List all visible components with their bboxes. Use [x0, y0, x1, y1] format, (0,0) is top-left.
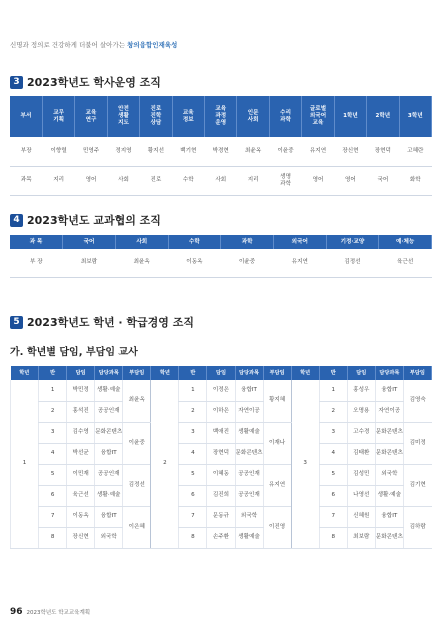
- subject-council-table: [10, 235, 432, 278]
- table-row: [10, 137, 432, 166]
- section5-title: [10, 314, 194, 330]
- column-header: 담임: [207, 366, 235, 380]
- column-header: 부담임: [123, 366, 151, 380]
- table-row: [11, 422, 432, 443]
- page-number: 96: [10, 607, 23, 617]
- class-number: 3: [319, 422, 347, 443]
- section5-number-badge: 5: [10, 316, 23, 329]
- assistant-teacher: 황지혜: [263, 380, 291, 422]
- column-header: 부서: [10, 96, 42, 137]
- column-header: 사회: [115, 235, 168, 249]
- table-cell: 영어: [334, 166, 366, 195]
- column-header: 안전 생활 지도: [107, 96, 139, 137]
- table-cell: 지리: [42, 166, 74, 195]
- homeroom-teacher: 손주환: [207, 527, 235, 548]
- assistant-teacher: 이진영: [263, 506, 291, 548]
- subject-track: 공공인재: [95, 464, 123, 485]
- homeroom-teacher: 박민정: [67, 380, 95, 401]
- grade-cell: 1: [11, 380, 39, 548]
- column-header: 수학: [168, 235, 221, 249]
- table-cell: 정지영: [107, 137, 139, 166]
- table-cell: 황지선: [140, 137, 172, 166]
- column-header: 교무 기획: [42, 96, 74, 137]
- column-header: 외국어: [273, 235, 326, 249]
- grade-cell: 2: [151, 380, 179, 548]
- homeroom-teacher: 김성민: [347, 464, 375, 485]
- table-cell: 장신현: [334, 137, 366, 166]
- header-brand: 창의융합인재육성: [127, 41, 178, 49]
- homeroom-teacher: 홍성우: [347, 380, 375, 401]
- class-number: 1: [179, 380, 207, 401]
- section4-heading: 2023학년도 교과협의 조직: [27, 214, 161, 227]
- class-number: 3: [179, 422, 207, 443]
- homeroom-teacher: 오명용: [347, 401, 375, 422]
- column-header: 인문 사회: [237, 96, 269, 137]
- column-header: 과 목: [10, 235, 63, 249]
- section5-heading: 2023학년도 학년 · 학급경영 조직: [27, 316, 194, 329]
- table-cell: 수학: [172, 166, 204, 195]
- column-header: 담임: [347, 366, 375, 380]
- class-number: 1: [39, 380, 67, 401]
- homeroom-teacher: 이정은: [207, 380, 235, 401]
- column-header: 학년: [291, 366, 319, 380]
- table-row: [11, 464, 432, 485]
- class-number: 1: [319, 380, 347, 401]
- class-number: 5: [39, 464, 67, 485]
- section4-number-badge: 4: [10, 214, 23, 227]
- table-cell: 진로: [140, 166, 172, 195]
- class-number: 8: [319, 527, 347, 548]
- assistant-teacher: 김기현: [403, 464, 431, 506]
- subject-track: 자연이공: [375, 401, 403, 422]
- column-header: 2학년: [367, 96, 399, 137]
- table-cell: 영어: [302, 166, 334, 195]
- class-number: 5: [179, 464, 207, 485]
- subject-track: 공공인재: [235, 464, 263, 485]
- assistant-teacher: 김미정: [403, 422, 431, 464]
- subject-track: 생활·예술: [95, 485, 123, 506]
- table-cell: 유지연: [273, 249, 326, 277]
- subject-track: 생활·예술: [95, 380, 123, 401]
- homeroom-teacher: 박선균: [67, 443, 95, 464]
- subject-track: 문화콘텐츠: [375, 422, 403, 443]
- class-number: 6: [179, 485, 207, 506]
- table-cell: 생명 과학: [269, 166, 301, 195]
- homeroom-teacher: 김수영: [67, 422, 95, 443]
- subject-track: 생활·예술: [375, 485, 403, 506]
- homeroom-teacher-table: [10, 366, 432, 549]
- class-number: 2: [319, 401, 347, 422]
- homeroom-teacher: 장신현: [67, 527, 95, 548]
- table-cell: 장현덕: [367, 137, 399, 166]
- class-number: 6: [319, 485, 347, 506]
- subject-track: 융합IT: [95, 506, 123, 527]
- column-header: 담당과목: [235, 366, 263, 380]
- class-number: 3: [39, 422, 67, 443]
- table-row: [11, 506, 432, 527]
- assistant-teacher: 김정선: [123, 464, 151, 506]
- class-number: 6: [39, 485, 67, 506]
- column-header: 예·체능: [379, 235, 432, 249]
- row-label: 부 장: [10, 249, 63, 277]
- table-cell: 최윤옥: [237, 137, 269, 166]
- assistant-teacher: 김영숙: [403, 380, 431, 422]
- grade-cell: 3: [291, 380, 319, 548]
- homeroom-teacher: 나영선: [347, 485, 375, 506]
- table-row: [11, 380, 432, 401]
- table-row: [10, 166, 432, 195]
- page-header: [10, 40, 177, 49]
- homeroom-teacher: 최보람: [347, 527, 375, 548]
- table-row: [11, 527, 432, 548]
- header-tagline: 신명과 정의로 건강하게 더불어 살아가는: [10, 41, 126, 49]
- homeroom-teacher: 이민재: [67, 464, 95, 485]
- column-header: 반: [179, 366, 207, 380]
- homeroom-teacher: 문동규: [207, 506, 235, 527]
- subject-track: 외국학: [375, 464, 403, 485]
- table-cell: 육근선: [379, 249, 432, 277]
- assistant-teacher: 이은혜: [123, 506, 151, 548]
- column-header: 담당과목: [95, 366, 123, 380]
- row-label: 과목: [10, 166, 42, 195]
- assistant-teacher: 이윤중: [123, 422, 151, 464]
- table-cell: 사회: [205, 166, 237, 195]
- subject-track: 공공인재: [95, 401, 123, 422]
- homeroom-teacher: 장현덕: [207, 443, 235, 464]
- class-number: 2: [179, 401, 207, 422]
- subject-track: 문화콘텐츠: [375, 443, 403, 464]
- table-cell: 박경현: [205, 137, 237, 166]
- column-header: 교육 과정 운영: [205, 96, 237, 137]
- column-header: 과학: [221, 235, 274, 249]
- class-number: 4: [179, 443, 207, 464]
- subject-track: 생활예술: [235, 527, 263, 548]
- column-header: 담당과목: [375, 366, 403, 380]
- table-row: [11, 401, 432, 422]
- subject-track: 융합IT: [375, 506, 403, 527]
- table-cell: 영어: [75, 166, 107, 195]
- section3-number-badge: 3: [10, 76, 23, 89]
- table-cell: 최보람: [63, 249, 116, 277]
- class-number: 8: [39, 527, 67, 548]
- subject-track: 자연이공: [235, 401, 263, 422]
- column-header: 기정·교양: [326, 235, 379, 249]
- column-header: 교육 연구: [75, 96, 107, 137]
- table-row: [10, 249, 432, 277]
- column-header: 수리 과학: [269, 96, 301, 137]
- section4-title: [10, 212, 161, 228]
- table-cell: 백기현: [172, 137, 204, 166]
- homeroom-teacher: 김태환: [347, 443, 375, 464]
- subject-track: 문화콘텐츠: [95, 422, 123, 443]
- table-cell: 사회: [107, 166, 139, 195]
- column-header: 학년: [151, 366, 179, 380]
- table-cell: 이윤중: [269, 137, 301, 166]
- footer-text: 2023학년도 학교교육계획: [26, 610, 91, 616]
- table-row: [11, 443, 432, 464]
- table-cell: 이윤중: [221, 249, 274, 277]
- section3-heading: 2023학년도 학사운영 조직: [27, 76, 161, 89]
- table-cell: 고혜란: [399, 137, 431, 166]
- homeroom-teacher: 이동옥: [67, 506, 95, 527]
- column-header: 학년: [11, 366, 39, 380]
- column-header: 부담임: [263, 366, 291, 380]
- homeroom-teacher: 고수경: [347, 422, 375, 443]
- assistant-teacher: 김하람: [403, 506, 431, 548]
- class-number: 7: [319, 506, 347, 527]
- class-number: 5: [319, 464, 347, 485]
- subject-track: 외국학: [235, 506, 263, 527]
- column-header: 국어: [63, 235, 116, 249]
- class-number: 7: [179, 506, 207, 527]
- homeroom-teacher: 이혜동: [207, 464, 235, 485]
- class-number: 2: [39, 401, 67, 422]
- subject-track: 생활예술: [235, 422, 263, 443]
- subject-track: 외국학: [95, 527, 123, 548]
- subject-track: 융합IT: [95, 443, 123, 464]
- subject-track: 공공인재: [235, 485, 263, 506]
- assistant-teacher: 최윤옥: [123, 380, 151, 422]
- column-header: 담임: [67, 366, 95, 380]
- column-header: 교육 정보: [172, 96, 204, 137]
- table-cell: 지리: [237, 166, 269, 195]
- section3-title: [10, 74, 161, 90]
- homeroom-subtitle: 가. 학년별 담임, 부담임 교사: [10, 347, 138, 358]
- table-cell: 최윤옥: [115, 249, 168, 277]
- homeroom-teacher: 김진희: [207, 485, 235, 506]
- class-number: 4: [39, 443, 67, 464]
- assistant-teacher: 이재나: [263, 422, 291, 464]
- class-number: 7: [39, 506, 67, 527]
- table-cell: 유지연: [302, 137, 334, 166]
- table-cell: 국어: [367, 166, 399, 195]
- class-number: 4: [319, 443, 347, 464]
- column-header: 부담임: [403, 366, 431, 380]
- class-number: 8: [179, 527, 207, 548]
- table-cell: 화학: [399, 166, 431, 195]
- homeroom-teacher: 신혜원: [347, 506, 375, 527]
- assistant-teacher: 유지연: [263, 464, 291, 506]
- page-footer: [10, 607, 90, 617]
- subject-track: 문화콘텐츠: [235, 443, 263, 464]
- table-row: [11, 485, 432, 506]
- homeroom-teacher: 이하은: [207, 401, 235, 422]
- row-label: 부장: [10, 137, 42, 166]
- column-header: 반: [39, 366, 67, 380]
- table-cell: 이향렬: [42, 137, 74, 166]
- homeroom-teacher: 백애진: [207, 422, 235, 443]
- subject-track: 문화콘텐츠: [375, 527, 403, 548]
- academic-organization-table: [10, 96, 432, 196]
- column-header: 1학년: [334, 96, 366, 137]
- column-header: 진로 진학 상담: [140, 96, 172, 137]
- column-header: 글로벌 외국어 교육: [302, 96, 334, 137]
- table-cell: 김정선: [326, 249, 379, 277]
- subject-track: 융합IT: [235, 380, 263, 401]
- homeroom-teacher: 육근선: [67, 485, 95, 506]
- homeroom-teacher: 홍석진: [67, 401, 95, 422]
- table-cell: 이동옥: [168, 249, 221, 277]
- column-header: 3학년: [399, 96, 431, 137]
- subject-track: 융합IT: [375, 380, 403, 401]
- column-header: 반: [319, 366, 347, 380]
- table-cell: 민영주: [75, 137, 107, 166]
